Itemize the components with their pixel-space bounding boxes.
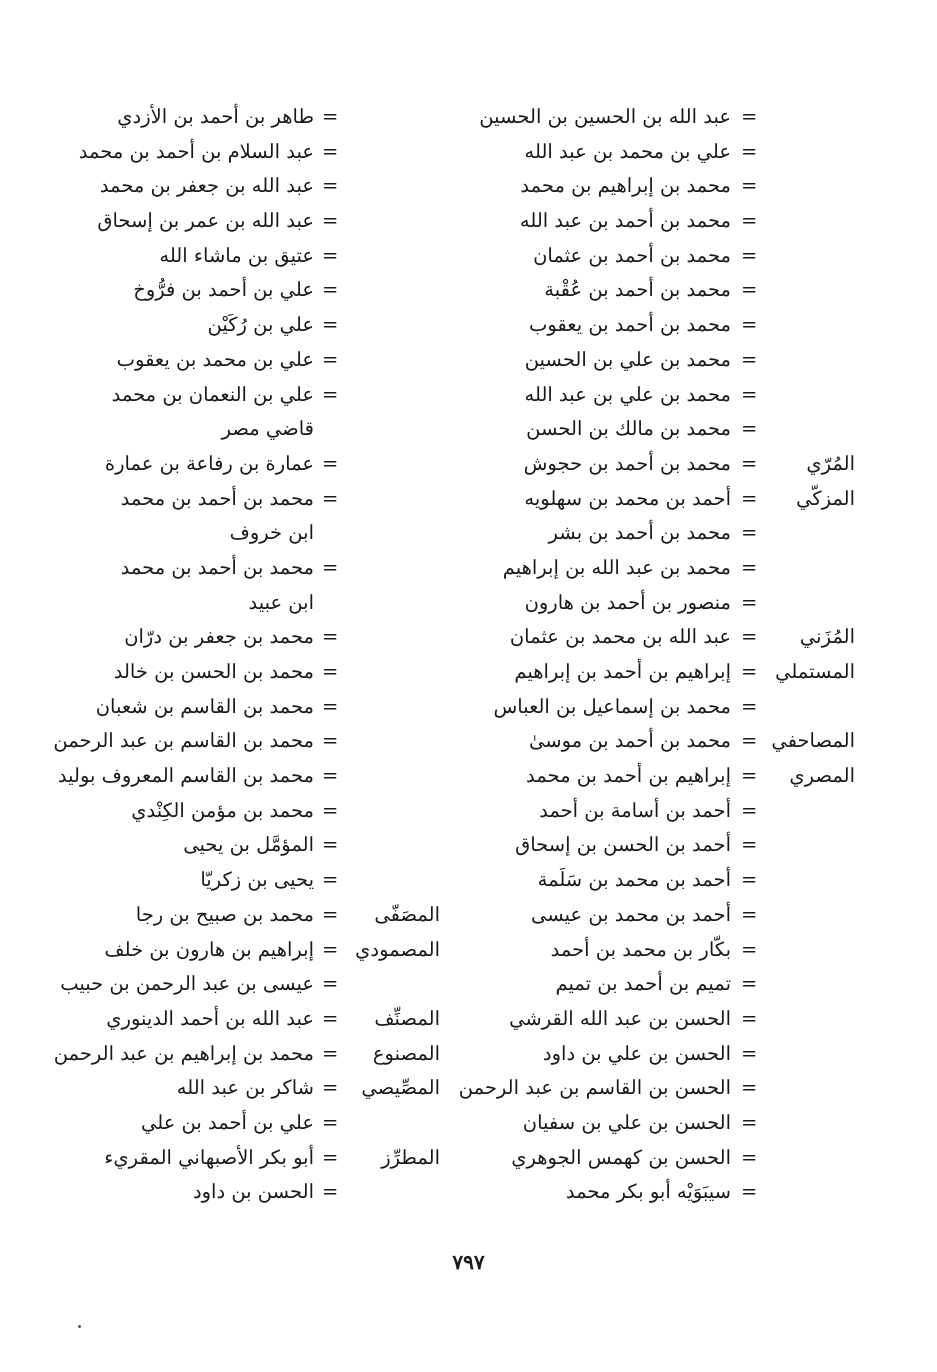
person-name: محمد بن إبراهيم بن عبد الرحمن bbox=[53, 1041, 314, 1065]
person-name: إبراهيم بن هارون بن خلف bbox=[104, 937, 314, 961]
entry-line bbox=[40, 169, 450, 204]
person-name: محمد بن علي بن الحسين bbox=[524, 347, 731, 371]
equals-sign: = bbox=[322, 313, 339, 337]
right-column bbox=[455, 100, 865, 1210]
entry-line bbox=[455, 586, 865, 621]
equals-sign: = bbox=[741, 139, 758, 163]
entry-line bbox=[455, 759, 865, 794]
equals-sign: = bbox=[322, 1076, 339, 1100]
entry-line bbox=[40, 343, 450, 378]
entry-line bbox=[455, 1175, 865, 1210]
equals-sign: = bbox=[741, 1145, 758, 1169]
person-name: محمد بن عبد الله بن إبراهيم bbox=[502, 555, 731, 579]
nisba-label: المصري bbox=[789, 764, 855, 788]
equals-sign: = bbox=[741, 521, 758, 545]
entry-line bbox=[455, 551, 865, 586]
nisba-label: المصِّيصي bbox=[361, 1076, 440, 1100]
entry-line bbox=[455, 378, 865, 413]
entry-line bbox=[40, 1175, 450, 1210]
person-name: أبو بكر الأصبهاني المقريء bbox=[104, 1145, 314, 1169]
equals-sign: = bbox=[322, 868, 339, 892]
entry-line bbox=[40, 204, 450, 239]
equals-sign: = bbox=[741, 694, 758, 718]
equals-sign: = bbox=[741, 313, 758, 337]
person-name: ابن عبيد bbox=[248, 590, 314, 614]
entry-line bbox=[455, 794, 865, 829]
person-name: عبد الله بن الحسين بن الحسين bbox=[479, 105, 731, 128]
person-name: عتيق بن ماشاء الله bbox=[159, 243, 314, 267]
nisba-label: المصَفّى bbox=[374, 902, 440, 926]
equals-sign: = bbox=[741, 1041, 758, 1065]
entry-line bbox=[455, 655, 865, 690]
equals-sign: = bbox=[741, 451, 758, 475]
page-number: ٧٩٧ bbox=[452, 1250, 485, 1274]
left-column bbox=[40, 100, 450, 1210]
entry-line bbox=[455, 1106, 865, 1141]
equals-sign: = bbox=[322, 139, 339, 163]
person-name: محمد بن أحمد بن موسىٰ bbox=[529, 729, 731, 753]
entry-line bbox=[40, 1141, 450, 1176]
equals-sign: = bbox=[322, 1145, 339, 1169]
person-name: الحسن بن علي بن سفيان bbox=[522, 1110, 731, 1134]
person-name: محمد بن مالك بن الحسن bbox=[526, 417, 731, 441]
entry-line bbox=[40, 273, 450, 308]
equals-sign: = bbox=[741, 347, 758, 371]
person-name: محمد بن القاسم المعروف بوليد bbox=[57, 764, 314, 788]
entry-line bbox=[40, 1002, 450, 1037]
entry-line bbox=[455, 898, 865, 933]
entry-line bbox=[455, 100, 865, 135]
equals-sign: = bbox=[322, 1180, 339, 1204]
nisba-label: المصاحفي bbox=[771, 729, 855, 753]
equals-sign: = bbox=[741, 729, 758, 753]
entry-line bbox=[40, 690, 450, 725]
equals-sign: = bbox=[322, 1041, 339, 1065]
person-name: الحسن بن علي بن داود bbox=[542, 1041, 731, 1065]
equals-sign: = bbox=[741, 1076, 758, 1100]
person-name: محمد بن إسماعيل بن العباس bbox=[493, 694, 731, 718]
person-name: علي بن أحمد بن علي bbox=[140, 1110, 314, 1134]
entry-line bbox=[40, 516, 450, 551]
equals-sign: = bbox=[741, 902, 758, 926]
entry-line bbox=[455, 1002, 865, 1037]
person-name: عيسى بن عبد الرحمن بن حبيب bbox=[60, 972, 314, 996]
person-name: طاهر بن أحمد بن الأزدي bbox=[117, 105, 314, 128]
person-name: أحمد بن محمد بن سهلويه bbox=[524, 486, 731, 510]
person-name: عبد الله بن جعفر بن محمد bbox=[99, 174, 314, 198]
entry-line bbox=[40, 933, 450, 968]
person-name: سيبَوَيْه أبو بكر محمد bbox=[565, 1180, 731, 1204]
person-name: علي بن أحمد بن فرُّوخ bbox=[133, 278, 314, 302]
equals-sign: = bbox=[322, 243, 339, 267]
entry-line bbox=[40, 308, 450, 343]
person-name: محمد بن صبيح بن رجا bbox=[135, 902, 314, 926]
entry-line bbox=[455, 967, 865, 1002]
equals-sign: = bbox=[322, 382, 339, 406]
entry-line bbox=[455, 273, 865, 308]
equals-sign: = bbox=[322, 1110, 339, 1134]
entry-line bbox=[40, 1037, 450, 1072]
equals-sign: = bbox=[741, 486, 758, 510]
person-name: بكّار بن محمد بن أحمد bbox=[550, 937, 731, 961]
entry-line bbox=[40, 863, 450, 898]
equals-sign: = bbox=[322, 625, 339, 649]
person-name: الحسن بن كهمس الجوهري bbox=[511, 1145, 731, 1169]
entry-line bbox=[455, 447, 865, 482]
equals-sign: = bbox=[741, 660, 758, 683]
person-name: أحمد بن محمد بن عيسى bbox=[530, 902, 731, 926]
equals-sign: = bbox=[322, 278, 339, 302]
person-name: منصور بن أحمد بن هارون bbox=[524, 590, 731, 614]
page-mark-dot bbox=[78, 1325, 81, 1328]
equals-sign: = bbox=[741, 972, 758, 996]
entry-line bbox=[40, 412, 450, 447]
equals-sign: = bbox=[741, 382, 758, 406]
equals-sign: = bbox=[322, 105, 339, 128]
person-name: يحيى بن زكريّا bbox=[200, 868, 314, 892]
person-name: محمد بن أحمد بن عبد الله bbox=[519, 209, 731, 233]
equals-sign: = bbox=[741, 590, 758, 614]
person-name: شاكر بن عبد الله bbox=[176, 1076, 314, 1100]
equals-sign: = bbox=[322, 660, 339, 683]
equals-sign: = bbox=[322, 347, 339, 371]
entry-line bbox=[455, 239, 865, 274]
equals-sign: = bbox=[741, 868, 758, 892]
person-name: المؤمَّل بن يحيى bbox=[183, 833, 314, 857]
person-name: الحسن بن القاسم بن عبد الرحمن bbox=[458, 1076, 731, 1100]
entry-line bbox=[40, 828, 450, 863]
nisba-label: المصمودي bbox=[355, 937, 440, 961]
entry-line bbox=[40, 620, 450, 655]
person-name: تميم بن أحمد بن تميم bbox=[555, 972, 731, 996]
person-name: عبد الله بن محمد بن عثمان bbox=[509, 625, 731, 649]
equals-sign: = bbox=[741, 1180, 758, 1204]
entry-line bbox=[40, 100, 450, 135]
equals-sign: = bbox=[741, 105, 758, 128]
equals-sign: = bbox=[741, 417, 758, 441]
person-name: ابن خروف bbox=[229, 521, 314, 545]
equals-sign: = bbox=[322, 1006, 339, 1030]
nisba-label: المزكّي bbox=[796, 486, 855, 510]
nisba-label: المصنوع bbox=[372, 1041, 440, 1065]
person-name: محمد بن أحمد بن حجوش bbox=[523, 451, 731, 475]
person-name: إبراهيم بن أحمد بن محمد bbox=[525, 764, 731, 788]
entry-line bbox=[455, 412, 865, 447]
entry-line bbox=[455, 1071, 865, 1106]
equals-sign: = bbox=[741, 243, 758, 267]
entry-line bbox=[455, 482, 865, 517]
person-name: عبد السلام بن أحمد بن محمد bbox=[78, 139, 314, 163]
equals-sign: = bbox=[322, 694, 339, 718]
entry-line bbox=[40, 135, 450, 170]
entry-line bbox=[40, 586, 450, 621]
nisba-label: المُرّي bbox=[806, 451, 855, 475]
entry-line bbox=[40, 239, 450, 274]
person-name: محمد بن علي بن عبد الله bbox=[524, 382, 731, 406]
person-name: عمارة بن رفاعة بن عمارة bbox=[104, 451, 314, 475]
equals-sign: = bbox=[741, 278, 758, 302]
equals-sign: = bbox=[741, 937, 758, 961]
entry-line bbox=[455, 308, 865, 343]
equals-sign: = bbox=[741, 833, 758, 857]
entry-line bbox=[40, 1071, 450, 1106]
person-name: محمد بن مؤمن الكِنْدي bbox=[131, 798, 314, 822]
person-name: علي بن محمد بن عبد الله bbox=[524, 139, 731, 163]
nisba-label: المطرِّز bbox=[381, 1145, 440, 1169]
entry-line bbox=[40, 378, 450, 413]
entry-line bbox=[40, 447, 450, 482]
person-name: محمد بن أحمد بن محمد bbox=[120, 555, 314, 579]
entry-line bbox=[455, 1141, 865, 1176]
person-name: أحمد بن محمد بن سَلَمة bbox=[537, 868, 731, 892]
entry-line bbox=[455, 343, 865, 378]
entry-line bbox=[455, 135, 865, 170]
person-name: أحمد بن الحسن بن إسحاق bbox=[515, 833, 731, 857]
person-name: محمد بن إبراهيم بن محمد bbox=[520, 174, 731, 198]
entry-line bbox=[455, 204, 865, 239]
equals-sign: = bbox=[322, 937, 339, 961]
person-name: قاضي مصر bbox=[221, 417, 314, 441]
person-name: الحسن بن عبد الله القرشي bbox=[509, 1006, 731, 1030]
person-name: علي بن النعمان بن محمد bbox=[111, 382, 314, 406]
equals-sign: = bbox=[322, 486, 339, 510]
equals-sign: = bbox=[741, 798, 758, 822]
equals-sign: = bbox=[322, 729, 339, 753]
entry-line bbox=[455, 1037, 865, 1072]
entry-line bbox=[40, 967, 450, 1002]
entry-line bbox=[455, 169, 865, 204]
equals-sign: = bbox=[741, 1006, 758, 1030]
person-name: محمد بن أحمد بن عثمان bbox=[533, 243, 731, 267]
equals-sign: = bbox=[322, 833, 339, 857]
entry-line bbox=[455, 724, 865, 759]
person-name: محمد بن جعفر بن درّان bbox=[124, 625, 314, 649]
person-name: محمد بن أحمد بن بشر bbox=[548, 521, 731, 545]
equals-sign: = bbox=[322, 972, 339, 996]
entry-line bbox=[40, 551, 450, 586]
entry-line bbox=[40, 794, 450, 829]
person-name: محمد بن القاسم بن عبد الرحمن bbox=[53, 729, 314, 753]
entry-line bbox=[455, 863, 865, 898]
equals-sign: = bbox=[322, 451, 339, 475]
entry-line bbox=[455, 516, 865, 551]
equals-sign: = bbox=[322, 798, 339, 822]
person-name: عبد الله بن أحمد الدينوري bbox=[106, 1006, 314, 1030]
entry-line bbox=[40, 759, 450, 794]
equals-sign: = bbox=[322, 764, 339, 788]
person-name: الحسن بن داود bbox=[192, 1180, 314, 1204]
entry-line bbox=[40, 898, 450, 933]
person-name: محمد بن الحسن بن خالد bbox=[113, 660, 314, 683]
nisba-label: المستملي bbox=[775, 660, 855, 683]
entry-line bbox=[455, 690, 865, 725]
person-name: علي بن رُكَيْن bbox=[207, 313, 314, 337]
nisba-label: المصنِّف bbox=[374, 1006, 440, 1030]
equals-sign: = bbox=[741, 209, 758, 233]
entry-line bbox=[455, 620, 865, 655]
equals-sign: = bbox=[741, 555, 758, 579]
person-name: أحمد بن أسامة بن أحمد bbox=[539, 798, 731, 822]
person-name: عبد الله بن عمر بن إسحاق bbox=[97, 209, 314, 233]
equals-sign: = bbox=[322, 555, 339, 579]
person-name: محمد بن القاسم بن شعبان bbox=[95, 694, 314, 718]
equals-sign: = bbox=[741, 625, 758, 649]
person-name: علي بن محمد بن يعقوب bbox=[116, 347, 314, 371]
person-name: محمد بن أحمد بن عُقْبة bbox=[544, 278, 731, 302]
entry-line bbox=[40, 482, 450, 517]
entry-line bbox=[40, 655, 450, 690]
equals-sign: = bbox=[322, 174, 339, 198]
entry-line bbox=[40, 724, 450, 759]
equals-sign: = bbox=[322, 902, 339, 926]
entry-line bbox=[455, 933, 865, 968]
equals-sign: = bbox=[741, 1110, 758, 1134]
person-name: محمد بن أحمد بن يعقوب bbox=[529, 313, 731, 337]
equals-sign: = bbox=[741, 764, 758, 788]
nisba-label: المُزَني bbox=[799, 625, 855, 649]
person-name: إبراهيم بن أحمد بن إبراهيم bbox=[514, 660, 731, 683]
equals-sign: = bbox=[741, 174, 758, 198]
equals-sign: = bbox=[322, 209, 339, 233]
entry-line bbox=[40, 1106, 450, 1141]
entry-line bbox=[455, 828, 865, 863]
person-name: محمد بن أحمد بن محمد bbox=[120, 486, 314, 510]
